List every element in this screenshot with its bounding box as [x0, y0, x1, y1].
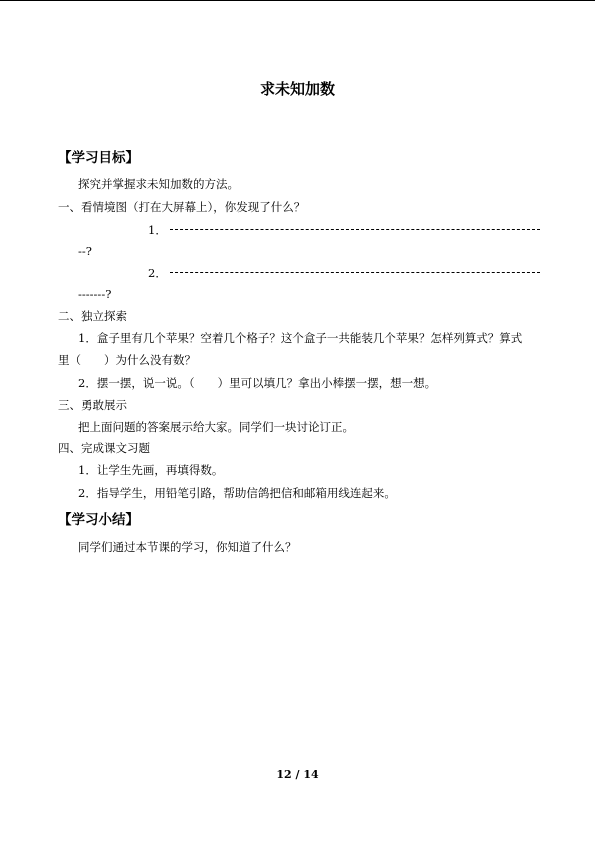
section-2-item-1-line-2: 里（ ）为什么没有数？	[58, 353, 196, 367]
section-3-text: 把上面问题的答案展示给大家。同学们一块讨论订正。	[78, 420, 354, 434]
section-4-item-1: 1．让学生先画，再填得数。	[78, 463, 224, 477]
section-4-title: 四、完成课文习题	[58, 441, 150, 455]
section-1-item-1-tail: --?	[78, 244, 92, 258]
page-title: 求未知加数	[259, 80, 335, 98]
section-2-title: 二、独立探索	[58, 309, 127, 323]
section-1-item-2-tail: -------?	[78, 287, 112, 301]
section-1-item-2-number: 2．	[148, 266, 167, 280]
answer-dashed-line	[170, 229, 540, 231]
summary-heading: 【学习小结】	[58, 512, 139, 528]
section-3-title: 三、勇敢展示	[58, 398, 127, 412]
section-1-title: 一、看情境图（打在大屏幕上），你发现了什么？	[58, 200, 306, 214]
section-2-item-1-line-1: 1．盒子里有几个苹果？空着几个格子？这个盒子一共能装几个苹果？怎样列算式？算式	[78, 331, 523, 345]
section-4-item-2: 2．指导学生，用铅笔引路，帮助信鸽把信和邮箱用线连起来。	[78, 486, 396, 500]
section-1-item-1-number: 1．	[148, 223, 167, 237]
goal-heading: 【学习目标】	[58, 150, 139, 166]
answer-dashed-line	[170, 272, 540, 274]
goal-text: 探究并掌握求未知加数的方法。	[78, 177, 239, 191]
summary-text: 同学们通过本节课的学习，你知道了什么？	[78, 540, 297, 554]
page-number: 12 / 14	[276, 768, 319, 781]
header-rule	[0, 0, 595, 1]
section-2-item-2: 2．摆一摆，说一说。（ ）里可以填几？拿出小棒摆一摆，想一想。	[78, 376, 437, 390]
